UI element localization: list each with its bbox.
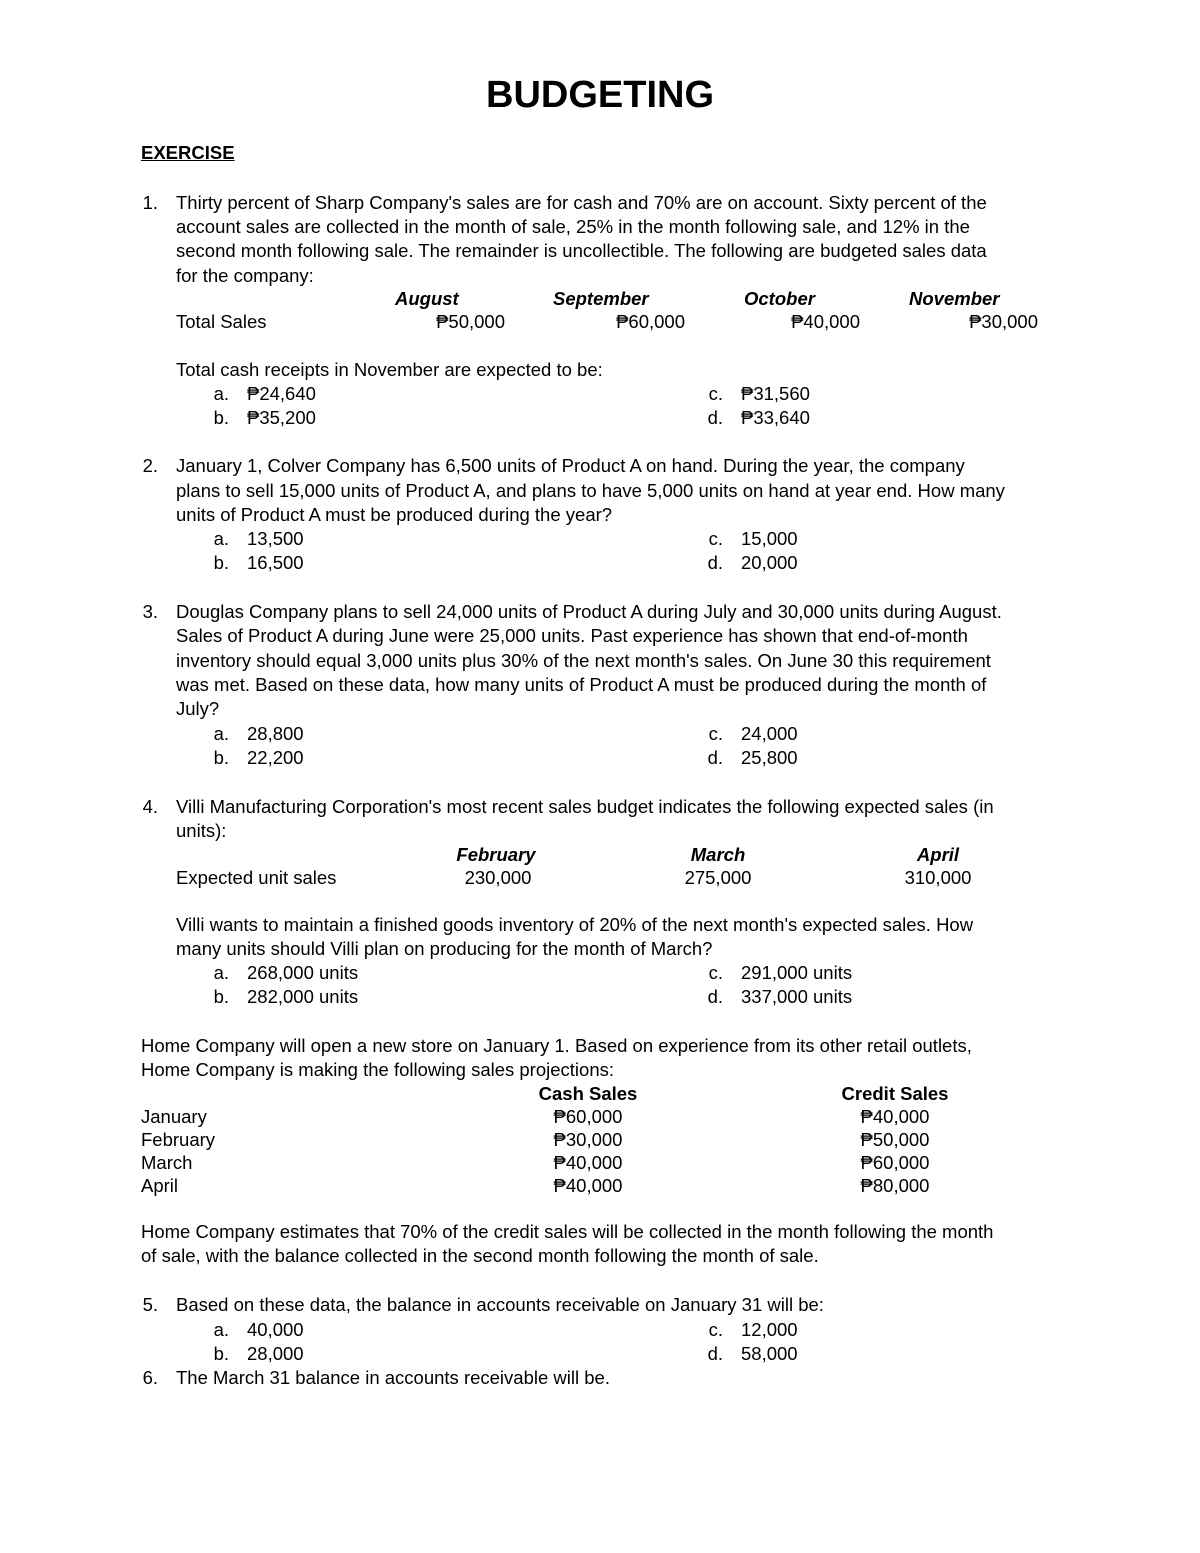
table-header: September	[553, 288, 649, 309]
option-text: 15,000	[741, 528, 798, 549]
question-text-line: second month following sale. The remainder is uncollectible. The following are budgeted sales data	[176, 240, 987, 261]
question-text-line: units):	[176, 820, 227, 841]
option-text: 28,000	[247, 1343, 304, 1364]
table-row-label: January	[141, 1106, 207, 1127]
option-letter: b.	[213, 407, 229, 428]
option-letter: c.	[708, 962, 723, 983]
option-letter: b.	[213, 986, 229, 1007]
table-header: Credit Sales	[841, 1083, 949, 1104]
option-text: ₱33,640	[741, 407, 810, 428]
paragraph-line: Home Company will open a new store on January 1. Based on experience from its other retail outlets,	[141, 1035, 972, 1056]
table-cell: ₱30,000	[553, 1129, 623, 1150]
table-header: February	[456, 844, 536, 865]
question-text-line: for the company:	[176, 265, 314, 286]
option-text: ₱24,640	[247, 383, 316, 404]
option-letter: d.	[707, 1343, 723, 1364]
option-letter: b.	[213, 1343, 229, 1364]
question-text-line: The March 31 balance in accounts receivable will be.	[176, 1367, 610, 1388]
paragraph-line: of sale, with the balance collected in the second month following the month of sale.	[141, 1245, 819, 1266]
table-cell: ₱40,000	[553, 1175, 623, 1196]
table-cell: ₱60,000	[616, 311, 685, 332]
question-text-line: Sales of Product A during June were 25,000 units. Past experience has shown that end-of-month	[176, 625, 968, 646]
option-text: 268,000 units	[247, 962, 359, 983]
option-letter: c.	[708, 1319, 723, 1340]
question-text-line: Douglas Company plans to sell 24,000 units of Product A during July and 30,000 units during August.	[176, 601, 1002, 622]
option-letter: c.	[708, 723, 723, 744]
option-text: 20,000	[741, 552, 798, 573]
option-letter: c.	[708, 383, 723, 404]
paragraph-line: Home Company is making the following sales projections:	[141, 1059, 614, 1080]
question-text-line: Villi Manufacturing Corporation's most recent sales budget indicates the following expected sales (in	[176, 796, 994, 817]
option-letter: a.	[213, 962, 229, 983]
table-header: October	[744, 288, 815, 309]
table-header: April	[916, 844, 960, 865]
question-prompt-line: many units should Villi plan on producing for the month of March?	[176, 938, 713, 959]
question-text-line: January 1, Colver Company has 6,500 units of Product A on hand. During the year, the company	[176, 455, 965, 476]
table-row-label: April	[141, 1175, 179, 1196]
question-number: 1.	[142, 192, 158, 213]
question-text-line: inventory should equal 3,000 units plus 30% of the next month's sales. On June 30 this requirement	[176, 650, 991, 671]
option-text: ₱35,200	[247, 407, 316, 428]
table-cell: ₱50,000	[860, 1129, 930, 1150]
option-letter: a.	[213, 528, 229, 549]
option-letter: b.	[213, 552, 229, 573]
table-header: March	[690, 844, 746, 865]
table-cell: ₱60,000	[553, 1106, 623, 1127]
option-text: 40,000	[247, 1319, 304, 1340]
question-number: 4.	[142, 796, 158, 817]
question-text-line: July?	[176, 698, 220, 719]
section-heading: EXERCISE	[141, 142, 235, 163]
question-text-line: plans to sell 15,000 units of Product A, and plans to have 5,000 units on hand at year end. How many	[176, 480, 1005, 501]
question-text-line: units of Product A must be produced during the year?	[176, 504, 613, 525]
option-text: 16,500	[247, 552, 304, 573]
option-text: 24,000	[741, 723, 798, 744]
table-cell: 310,000	[904, 867, 972, 888]
option-text: 13,500	[247, 528, 304, 549]
table-cell: ₱40,000	[791, 311, 860, 332]
table-cell: ₱80,000	[860, 1175, 930, 1196]
option-letter: a.	[213, 723, 229, 744]
table-cell: ₱60,000	[860, 1152, 930, 1173]
table-header: November	[909, 288, 1000, 309]
table-cell: 230,000	[464, 867, 532, 888]
option-text: 282,000 units	[247, 986, 359, 1007]
question-number: 6.	[142, 1367, 158, 1388]
question-text-line: account sales are collected in the month of sale, 25% in the month following sale, and 12% in the	[176, 216, 970, 237]
option-letter: d.	[707, 747, 723, 768]
table-row-label: Total Sales	[176, 311, 267, 332]
option-letter: c.	[708, 528, 723, 549]
page-title: BUDGETING	[486, 74, 714, 116]
question-number: 3.	[142, 601, 158, 622]
option-letter: a.	[213, 383, 229, 404]
question-number: 5.	[142, 1294, 158, 1315]
table-header: August	[395, 288, 459, 309]
table-cell: ₱40,000	[553, 1152, 623, 1173]
table-header: Cash Sales	[538, 1083, 638, 1104]
option-text: 337,000 units	[741, 986, 853, 1007]
option-text: 25,800	[741, 747, 798, 768]
option-text: 58,000	[741, 1343, 798, 1364]
table-row-label: February	[141, 1129, 216, 1150]
table-cell: ₱50,000	[436, 311, 505, 332]
question-number: 2.	[142, 455, 158, 476]
option-letter: d.	[707, 407, 723, 428]
option-letter: b.	[213, 747, 229, 768]
paragraph-line: Home Company estimates that 70% of the credit sales will be collected in the month following the month	[141, 1221, 994, 1242]
question-text-line: was met. Based on these data, how many units of Product A must be produced during the month of	[176, 674, 987, 695]
option-text: 22,200	[247, 747, 304, 768]
question-text-line: Based on these data, the balance in accounts receivable on January 31 will be:	[176, 1294, 824, 1315]
option-letter: d.	[707, 986, 723, 1007]
question-prompt-line: Villi wants to maintain a finished goods inventory of 20% of the next month's expected sales. How	[176, 914, 974, 935]
table-cell: ₱30,000	[969, 311, 1038, 332]
option-text: 28,800	[247, 723, 304, 744]
question-text-line: Thirty percent of Sharp Company's sales are for cash and 70% are on account. Sixty percent of the	[176, 192, 987, 213]
option-letter: a.	[213, 1319, 229, 1340]
option-letter: d.	[707, 552, 723, 573]
option-text: 12,000	[741, 1319, 798, 1340]
table-cell: ₱40,000	[860, 1106, 930, 1127]
option-text: 291,000 units	[741, 962, 853, 983]
table-row-label: Expected unit sales	[176, 867, 337, 888]
option-text: ₱31,560	[741, 383, 810, 404]
table-row-label: March	[141, 1152, 193, 1173]
table-cell: 275,000	[684, 867, 752, 888]
question-prompt: Total cash receipts in November are expected to be:	[176, 359, 603, 380]
